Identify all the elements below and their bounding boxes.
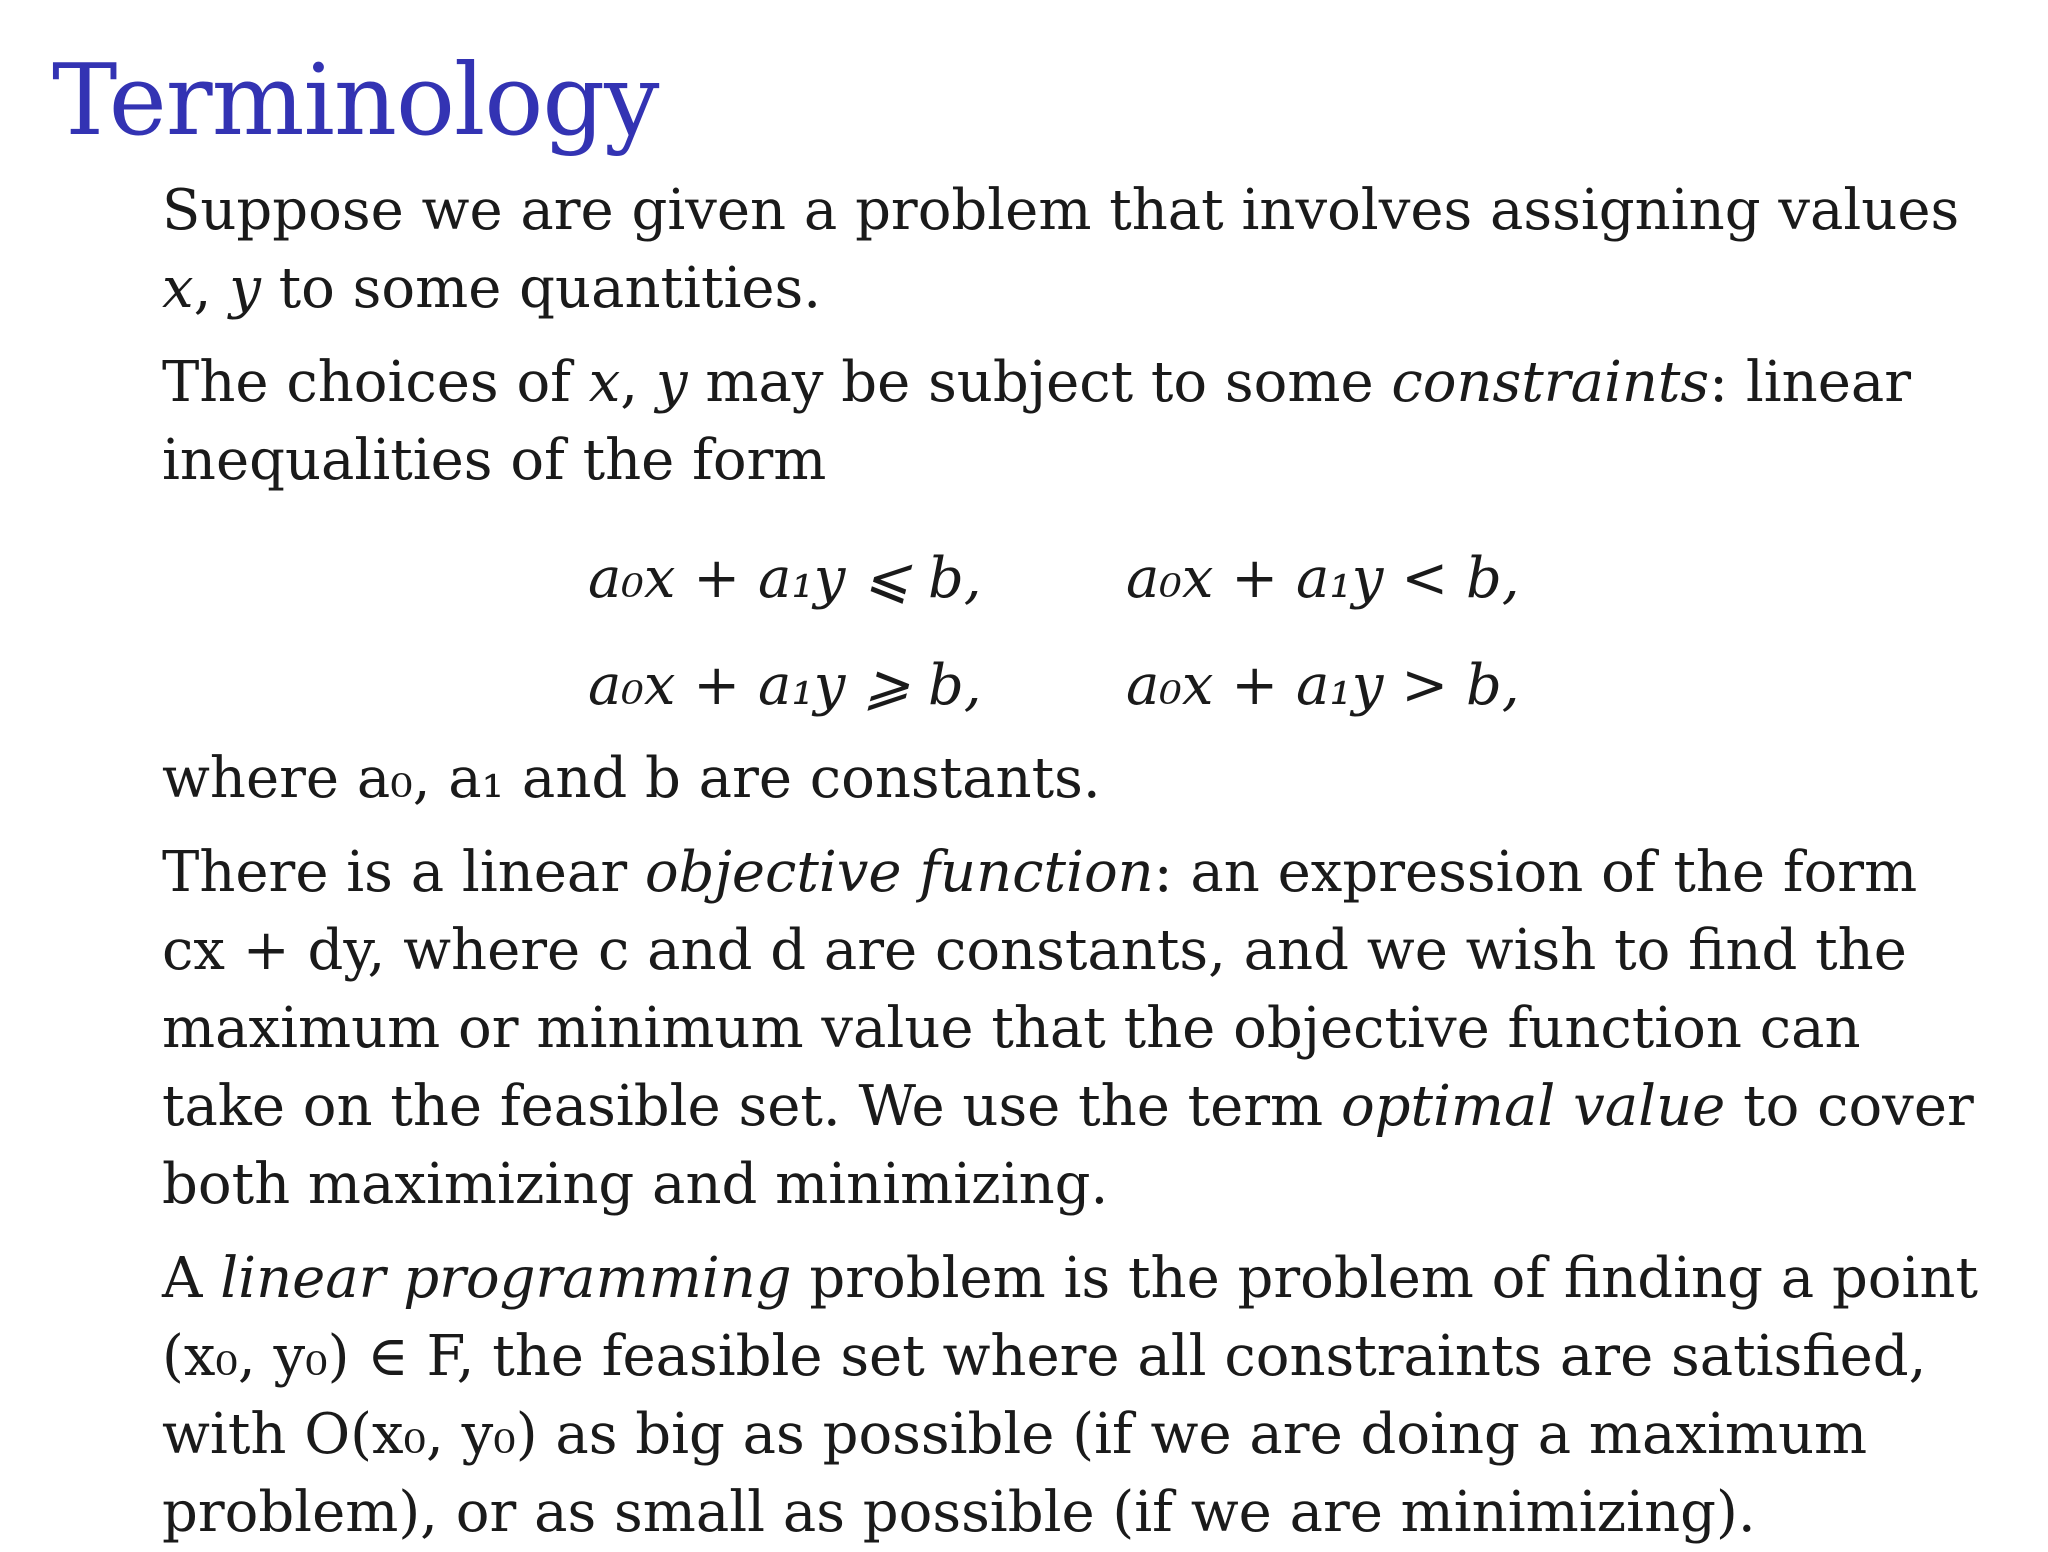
constants-line: where a₀, a₁ and b are constants.	[162, 746, 1101, 811]
lp-pre: A	[162, 1246, 221, 1311]
constraints-line-1	[162, 344, 1922, 422]
inequality-gt: a₀x + a₁y > b,	[1126, 653, 1520, 718]
slide-body	[162, 172, 1978, 1552]
objective-line-1	[162, 834, 1922, 912]
objective-l4-post: to cover	[1725, 1074, 1974, 1139]
inequality-geq: a₀x + a₁y ⩾ b,	[588, 653, 982, 718]
term-linear-programming: linear programming	[220, 1246, 792, 1311]
comma: ,	[193, 256, 230, 321]
term-constraints: constraints	[1391, 350, 1710, 415]
term-optimal-value: optimal value	[1340, 1074, 1726, 1139]
objective-line-3: maximum or minimum value that the objective function can	[162, 996, 1861, 1061]
lp-post: problem is the problem of finding a point	[791, 1246, 1978, 1311]
objective-post: : an expression of the form	[1153, 840, 1918, 905]
objective-l4-pre: take on the feasible set. We use the term	[162, 1074, 1341, 1139]
paragraph-constants	[162, 740, 1922, 818]
intro-line-1: Suppose we are given a problem that involves assigning values	[162, 178, 1960, 243]
inequality-leq: a₀x + a₁y ⩽ b,	[588, 546, 982, 611]
lp-line-1	[162, 1240, 1978, 1318]
inequality-lt: a₀x + a₁y < b,	[1126, 546, 1520, 611]
objective-line-2: cx + dy, where c and d are constants, and we wish to find the	[162, 918, 1907, 983]
constraints-pre: The choices of	[162, 350, 589, 415]
paragraph-constraints	[162, 344, 1922, 500]
paragraph-intro	[162, 172, 1960, 328]
term-objective-function: objective function	[644, 840, 1154, 905]
constraints-mid: may be subject to some	[687, 350, 1392, 415]
inequality-block	[162, 500, 1922, 740]
var-x: x	[588, 350, 621, 415]
constraints-line-2: inequalities of the form	[162, 428, 827, 493]
objective-line-4	[162, 1068, 1974, 1146]
objective-pre: There is a linear	[162, 840, 645, 905]
var-y: y	[655, 350, 688, 415]
intro-line-2-rest: to some quantities.	[260, 256, 822, 321]
comma: ,	[620, 350, 656, 415]
constraints-post: : linear	[1709, 350, 1912, 415]
objective-line-5: both maximizing and minimizing.	[162, 1152, 1109, 1217]
paragraph-lp-definition	[162, 1240, 1978, 1552]
lp-line-3: with O(x₀, y₀) as big as possible (if we are doing a maximum	[162, 1402, 1868, 1467]
var-x: x	[162, 256, 194, 321]
lp-line-2: (x₀, y₀) ∈ F, the feasible set where all constraints are satisfied,	[162, 1324, 1927, 1389]
intro-line-2	[162, 250, 1922, 328]
paragraph-objective	[162, 834, 1974, 1224]
slide-title: Terminology	[52, 44, 659, 158]
var-y: y	[229, 256, 261, 321]
lp-line-4: problem), or as small as possible (if we are minimizing).	[162, 1480, 1756, 1545]
